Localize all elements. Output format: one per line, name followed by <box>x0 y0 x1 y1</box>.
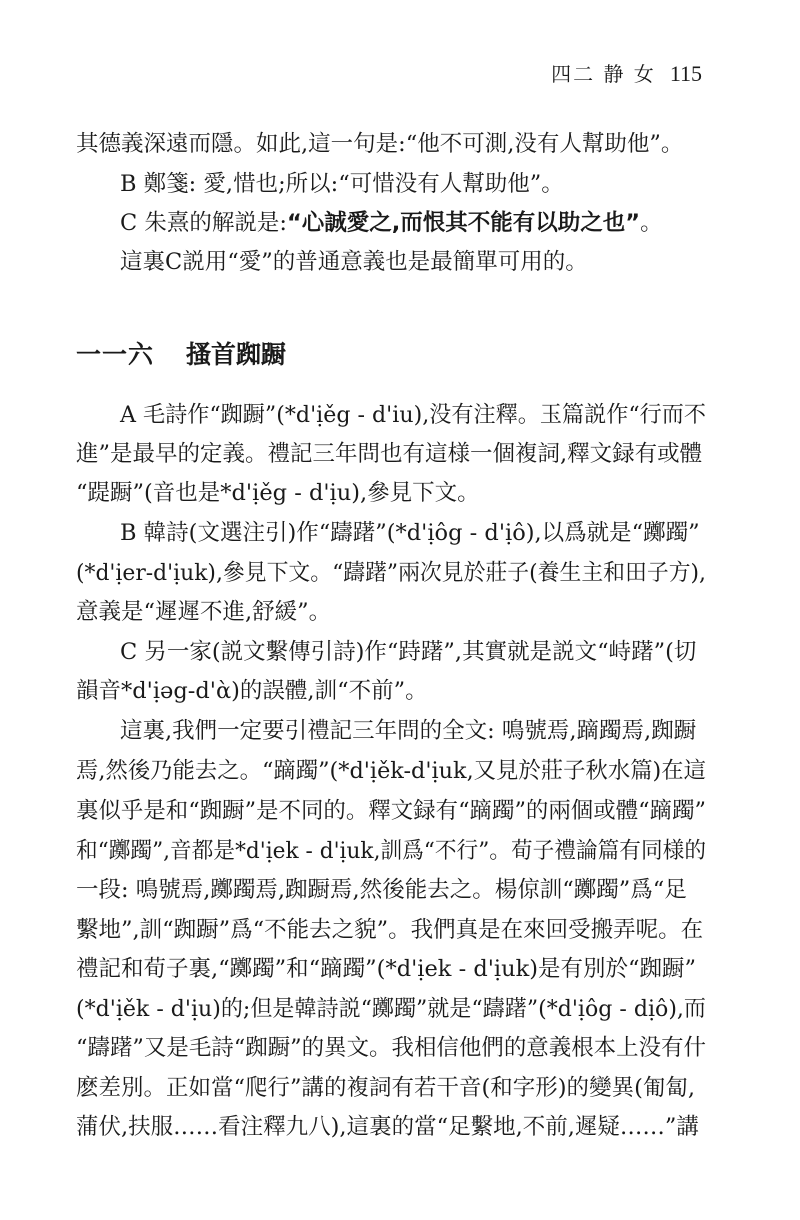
chapter-title: 四二 静 女 <box>551 62 656 86</box>
text-span: C 朱熹的解説是: <box>120 210 287 236</box>
body-line: 裏似乎是和“踟蹰”是不同的。釋文録有“蹢躅”的兩個或體“蹢躅” <box>76 798 706 824</box>
body-line: 繫地”,訓“踟蹰”爲“不能去之貌”。我們真是在來回受搬弄呢。在 <box>76 917 704 943</box>
section-number: 一一六 <box>76 340 155 369</box>
intro-line: B 鄭箋: 愛,惜也;所以:“可惜没有人幫助他”。 <box>120 171 564 197</box>
section-title: 搔首踟蹰 <box>186 340 287 369</box>
body-line: 進”是最早的定義。禮記三年問也有這様一個複詞,釋文録有或體 <box>76 441 703 467</box>
running-header <box>551 58 702 87</box>
page-number: 115 <box>669 61 702 86</box>
body-line: 和“躑躅”,音都是*d'ịek - d'ịuk,訓爲“不行”。荀子禮論篇有同様的 <box>76 838 706 864</box>
intro-line: 這裏C説用“愛”的普通意義也是最簡單可用的。 <box>120 249 588 275</box>
text-span: 。 <box>640 210 663 236</box>
body-line: “踶蹰”(音也是*d'ịěg - d'ịu),參見下文。 <box>76 480 480 506</box>
body-line: (*d'ịěk - d'ịu)的;但是韓詩説“躑躅”就是“躊躇”(*d'ịôg - dịô),而 <box>76 996 706 1022</box>
intro-line <box>120 206 706 240</box>
body-line: “躊躇”又是毛詩“踟蹰”的異文。我相信他們的意義根本上没有什 <box>76 1035 706 1061</box>
body-line: 這裏,我們一定要引禮記三年問的全文: 鳴號焉,蹢躅焉,踟蹰 <box>120 718 697 744</box>
bold-quote: “心誠愛之,而恨其不能有以助之也” <box>286 210 641 236</box>
body-line: 意義是“遲遲不進,舒緩”。 <box>76 599 332 625</box>
body-line: 蒲伏,扶服……看注釋九八),這裏的當“足繫地,不前,遲疑……”講 <box>76 1114 699 1140</box>
body-line: A 毛詩作“踟蹰”(*d'ịěg - d'iu),没有注釋。玉篇説作“行而不 <box>120 402 706 428</box>
body-line: 禮記和荀子裏,“躑躅”和“蹢躅”(*d'ịek - d'ịuk)是有別於“踟蹰” <box>76 956 697 982</box>
body-line: 韻音*d'ịəg-d'ὰ)的誤體,訓“不前”。 <box>76 678 428 704</box>
body-line: 麽差別。正如當“爬行”講的複詞有若干音(和字形)的變異(匍匐, <box>76 1075 695 1101</box>
body-line: 焉,然後乃能去之。“蹢躅”(*d'ịěk-d'ịuk,又見於莊子秋水篇)在這 <box>76 758 706 784</box>
body-line: 一段: 鳴號焉,躑躅焉,踟蹰焉,然後能去之。楊倞訓“躑躅”爲“足 <box>76 877 687 903</box>
section-heading <box>76 335 286 371</box>
intro-line: 其德義深遠而隱。如此,這一句是:“他不可測,没有人幫助他”。 <box>76 131 684 157</box>
body-line: (*d'ịer-d'ịuk),參見下文。“躊躇”兩次見於莊子(養生主和田子方), <box>76 560 706 586</box>
body-line: C 另一家(説文繫傳引詩)作“跱躇”,其實就是説文“峙躇”(切 <box>120 639 697 665</box>
body-line: B 韓詩(文選注引)作“躊躇”(*d'ịôg - d'ịô),以爲就是“躑躅” <box>120 520 700 546</box>
